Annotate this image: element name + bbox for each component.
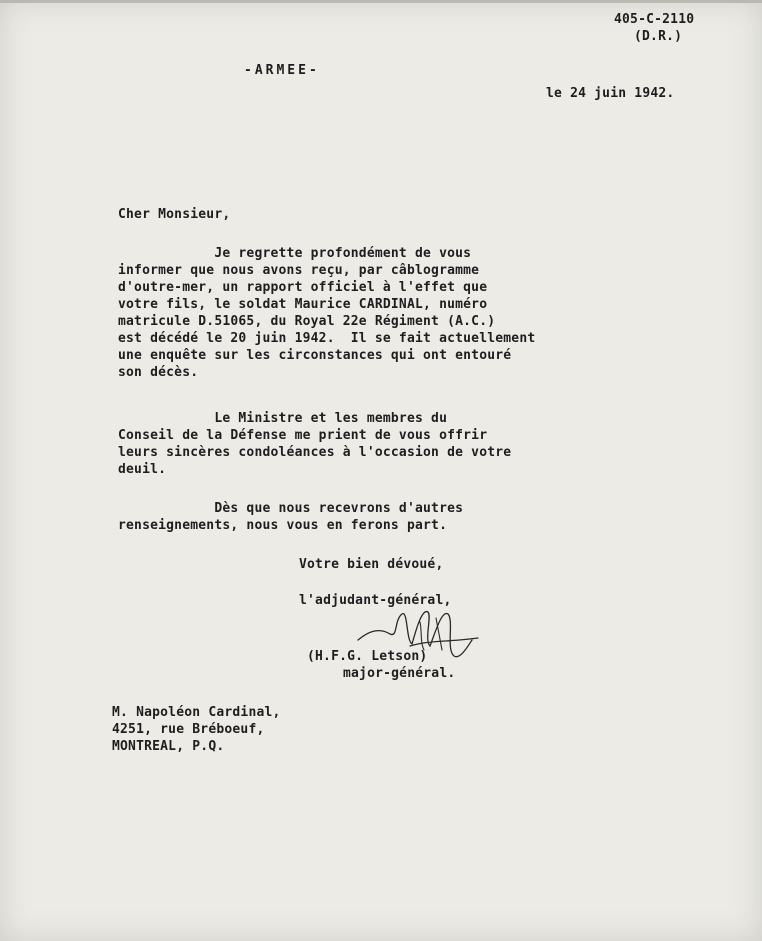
body-paragraph-1: Je regrette profondément de vous informer que nous avons reçu, par câblogramme d'outre-mer, un rapport officiel à l'effet que votre fils, le soldat Maurice CARDINAL, numéro matricule D.51065, du Royal 22e Régiment (A.C.) est décédé le 20 juin 1942. Il se fait actuellement une enquête sur les circonstances qui ont entouré son décès. [118,246,536,380]
recipient-name: M. Napoléon Cardinal, [112,705,281,720]
reference-code: (D.R.) [634,29,683,44]
body-paragraph-3: Dès que nous recevrons d'autres renseignements, nous vous en ferons part. [118,501,464,533]
signatory-rank: major-général. [343,666,456,681]
signatory-name: (H.F.G. Letson) [307,649,428,664]
body-paragraph-2: Le Ministre et les membres du Conseil de la Défense me prient de vous offrir leurs sincères condoléances à l'occasion de votre deuil. [118,411,512,477]
recipient-city: MONTREAL, P.Q. [112,739,225,754]
letter-date: le 24 juin 1942. [546,86,675,101]
recipient-street: 4251, rue Bréboeuf, [112,722,265,737]
scan-edge [0,0,762,3]
reference-number: 405-C-2110 [614,12,695,27]
recipient-address [112,704,281,755]
salutation: Cher Monsieur, [118,207,231,222]
signatory-title: l'adjudant-général, [299,593,452,608]
complimentary-close: Votre bien dévoué, [299,557,444,572]
department-heading: -ARMEE- [244,63,320,78]
